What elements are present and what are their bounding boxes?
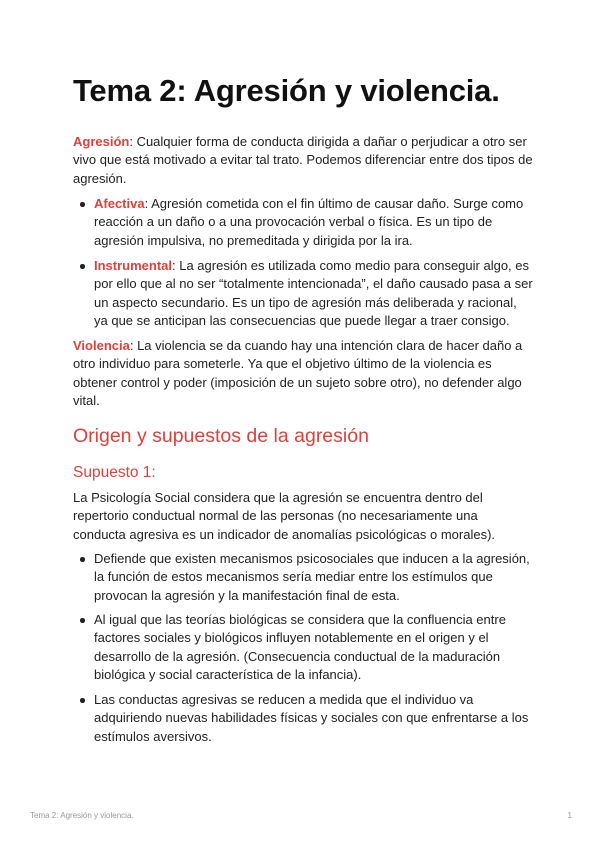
afectiva-term: Afectiva [94, 196, 145, 211]
list-item: Las conductas agresivas se reducen a medida que el individuo va adquiriendo nuevas habilidades físicas y sociales con que enfrentarse a los estímulos aversivos. [94, 691, 534, 746]
supuesto1-intro: La Psicología Social considera que la agresión se encuentra dentro del repertorio conductual normal de las personas (no necesariamente una conducta agresiva es un indicador de anomalías psicológicas o morales). [73, 490, 496, 542]
agresion-text: : Cualquier forma de conducta dirigida a dañar o perjudicar a otro ser vivo que está motivado a evitar tal trato. Podemos diferenciar entre dos tipos de agresión. [73, 134, 533, 186]
footer-page-number: 1 [567, 811, 572, 820]
subsection-heading: Supuesto 1: [73, 464, 156, 481]
list-item-instrumental [94, 257, 534, 330]
page-title: Tema 2: Agresión y violencia. [73, 73, 500, 108]
afectiva-text: : Agresión cometida con el fin último de causar daño. Surge como reacción a un daño o a una provocación verbal o física. Es un tipo de agresión impulsiva, no premeditada y dirigida por la ira. [94, 196, 524, 248]
violencia-definition [73, 337, 533, 410]
instrumental-text: : La agresión es utilizada como medio para conseguir algo, es por ello que al no ser “totalmente intencionada”, el daño causado pasa a ser un aspecto secundario. Es un tipo de agresión más deliberada y racional, ya que se anticipan las consecuencias que puede llegar a traer consigo. [94, 258, 533, 328]
footer-title: Tema 2: Agresión y violencia. [30, 811, 134, 820]
list-item: Al igual que las teorías biológicas se considera que la confluencia entre factores sociales y biológicos influyen notablemente en el origen y el desarrollo de la agresión. (Consecuencia conductual de la maduración biológica y social característica de la infancia). [94, 611, 534, 684]
agresion-term: Agresión [73, 134, 130, 149]
agresion-definition [73, 133, 533, 188]
section-heading: Origen y supuestos de la agresión [73, 425, 369, 447]
violencia-text: : La violencia se da cuando hay una intención clara de hacer daño a otro individuo para someterle. Ya que el objetivo último de la violencia es obtener control y poder (imposición de un sujeto sobre otro), no defender algo vital. [73, 338, 523, 408]
violencia-term: Violencia [73, 338, 130, 353]
list-item-afectiva [94, 195, 534, 250]
list-item: Defiende que existen mecanismos psicosociales que inducen a la agresión, la función de estos mecanismos sería mediar entre los estímulos que provocan la agresión y la manifestación final de esta. [94, 550, 534, 605]
instrumental-term: Instrumental [94, 258, 173, 273]
